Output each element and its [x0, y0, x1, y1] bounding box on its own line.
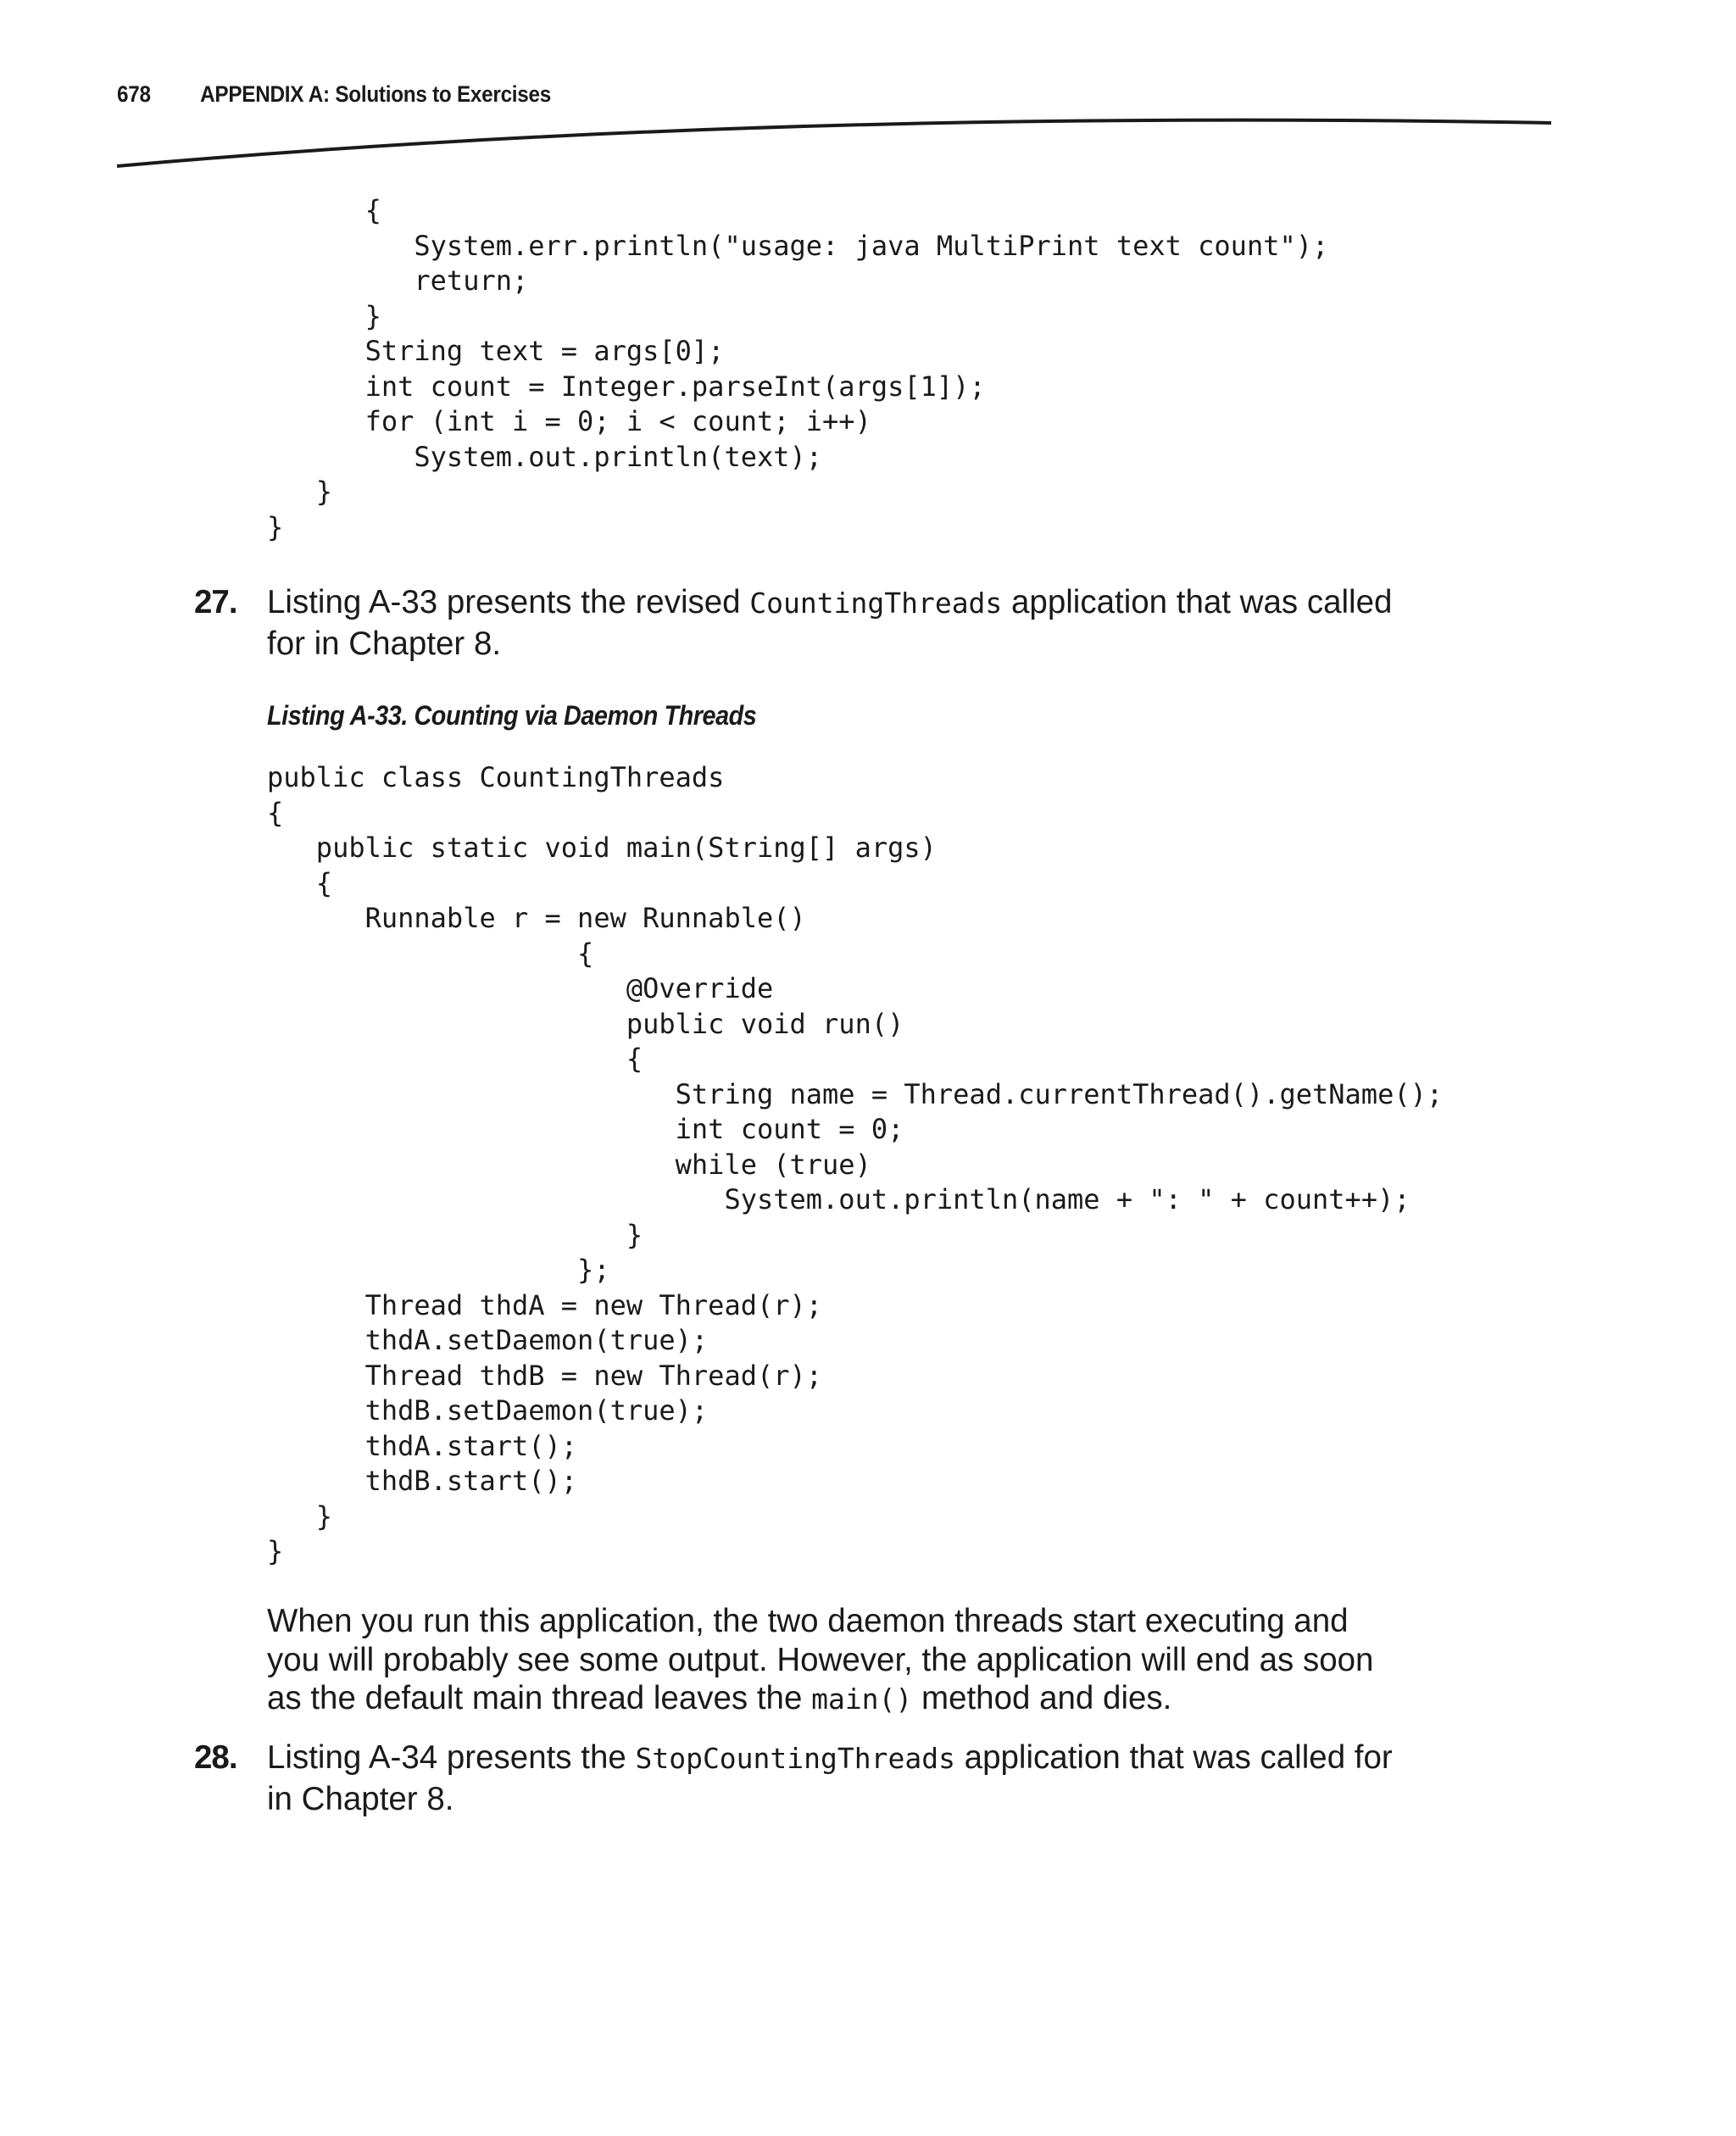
code-block-multiprint: { System.err.println("usage: java MultiPrint text count"); return; } String text = args[0]; int count = Integer.parseInt(args[1]); for (int i = 0; i < count; i++) System.out.println(text); } } — [267, 194, 1329, 543]
item-text — [267, 1738, 1398, 1820]
exercise-item-28 — [194, 1738, 1398, 1820]
header-rule — [0, 0, 1736, 186]
inline-code: CountingThreads — [749, 587, 1003, 620]
item-text-start: Listing A-33 presents the revised — [267, 584, 750, 620]
item-text-end: application that was called for in Chapter 8. — [267, 1739, 1393, 1817]
paragraph-text-end: method and dies. — [912, 1680, 1172, 1716]
body-paragraph — [267, 1602, 1403, 1719]
exercise-item-27 — [194, 582, 1398, 665]
item-number: 27. — [194, 584, 237, 620]
code-block-listing-a33: public class CountingThreads { public static void main(String[] args) { Runnable r = new Runnable() { @Override public void run() { String name = Thread.currentThread().getName(); int count = 0; while (true) System.out.println(name + ": " + count++); } }; Thread thdA = new Thread(r); thdA.setDaemon(true); Thread thdB = new Thread(r); thdB.setDaemon(true); thdA.start(); thdB.start(); } } — [267, 761, 1444, 1567]
inline-code: StopCountingThreads — [635, 1742, 955, 1775]
listing-caption: Listing A-33. Counting via Daemon Threads — [267, 700, 757, 731]
header-title: APPENDIX A: Solutions to Exercises — [200, 81, 552, 107]
page-number: 678 — [117, 81, 151, 107]
item-text-end: application that was called for in Chapter 8. — [267, 584, 1393, 662]
item-text — [267, 582, 1398, 665]
item-number: 28. — [194, 1739, 237, 1776]
paragraph-text-start: When you run this application, the two daemon threads start executing and you will probably see some output. However, the application will end as soon as the default main thread leaves the — [267, 1603, 1374, 1716]
inline-code: main() — [811, 1683, 913, 1716]
item-text-start: Listing A-34 presents the — [267, 1739, 636, 1776]
